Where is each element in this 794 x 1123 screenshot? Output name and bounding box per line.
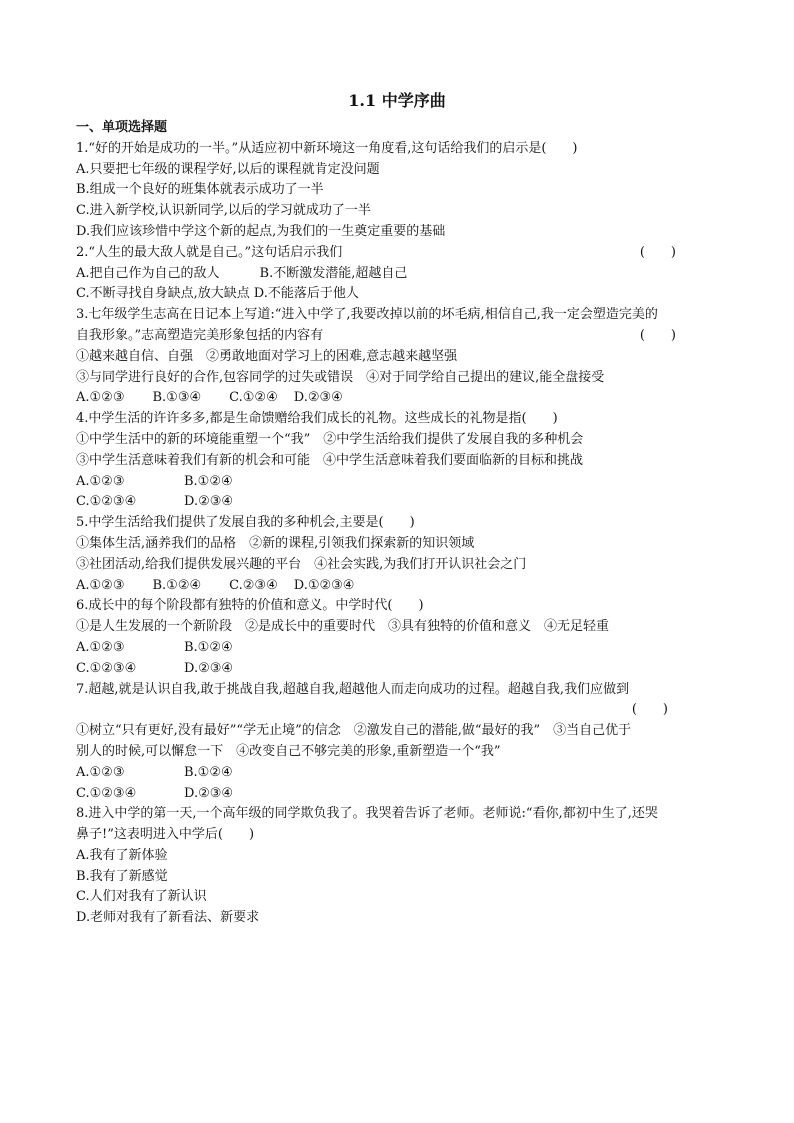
question-7-stem: 7.超越,就是认识自我,敢于挑战自我,超越自我,超越他人而走向成功的过程。超越自我,我们应做到: [76, 681, 630, 697]
question-2-answer-bracket: ( ): [639, 244, 676, 260]
question-3: [76, 305, 724, 409]
question-4: [76, 409, 724, 513]
question-5-option-a: A.①②③: [76, 577, 125, 593]
question-2: [76, 243, 724, 305]
question-5-option-c: C.②③④: [229, 577, 278, 593]
question-5-option-b: B.①②④: [152, 577, 202, 593]
question-4-option-a: A.①②③: [76, 473, 125, 489]
question-6-statement-1: ①是人生发展的一个新阶段 ②是成长中的重要时代 ③具有独特的价值和意义 ④无足轻重: [76, 619, 610, 635]
question-3-statement-2: ③与同学进行良好的合作,包容同学的过失或错误 ④对于同学给自己提出的建议,能全盘接受: [76, 369, 605, 385]
question-7-statement-2: 别人的时候,可以懈怠一下 ④改变自己不够完美的形象,重新塑造一个“我”: [76, 743, 501, 759]
question-5-option-d: D.①②③④: [293, 577, 355, 593]
question-1-stem: 1.“好的开始是成功的一半。”从适应初中新环境这一角度看,这句话给我们的启示是( ): [76, 140, 578, 156]
question-8-stem-1: 8.进入中学的第一天,一个高年级的同学欺负我了。我哭着告诉了老师。老师说:“看你,都初中生了,还哭: [76, 806, 658, 822]
question-3-options: [76, 388, 724, 409]
question-4-stem: 4.中学生活的许许多多,都是生命馈赠给我们成长的礼物。这些成长的礼物是指( ): [76, 411, 558, 427]
question-5-options: [76, 576, 724, 597]
question-3-stem-2: 自我形象。”志高塑造完美形象包括的内容有: [76, 327, 324, 343]
question-5: [76, 513, 724, 596]
question-8-option-a: A.我有了新体验: [76, 847, 168, 863]
question-8-option-d: D.老师对我有了新看法、新要求: [76, 910, 260, 926]
question-2-options-ab: [76, 264, 724, 285]
question-6-option-c: C.①②③④: [76, 660, 137, 676]
question-1-option-c: C.进入新学校,认识新同学,以后的学习就成功了一半: [76, 203, 371, 219]
question-7-statement-1: ①树立“只有更好,没有最好”“学无止境”的信念 ②激发自己的潜能,做“最好的我” ③当自己优于: [76, 723, 632, 739]
question-8: [76, 804, 724, 929]
question-5-stem: 5.中学生活给我们提供了发展自我的多种机会,主要是( ): [76, 515, 415, 531]
question-2-stem-line: [76, 243, 724, 264]
question-4-option-d: D.②③④: [184, 494, 234, 510]
question-4-statement-2: ③中学生活意味着我们有新的机会和可能 ④中学生活意味着我们要面临新的目标和挑战: [76, 452, 584, 468]
document-body: [76, 118, 724, 929]
question-1: [76, 139, 724, 243]
question-6-options-cd: [76, 659, 724, 680]
question-4-statement-1: ①中学生活中的新的环境能重塑一个“我” ②中学生活给我们提供了发展自我的多种机会: [76, 431, 584, 447]
question-6-options-ab: [76, 638, 724, 659]
question-8-option-b: B.我有了新感觉: [76, 868, 168, 884]
question-2-option-b: B.不断激发潜能,超越自己: [259, 265, 408, 281]
question-7-option-b: B.①②④: [184, 764, 233, 780]
question-3-option-d: D.②③④: [293, 390, 343, 406]
section-heading: 一、单项选择题: [76, 120, 168, 135]
question-7-option-d: D.②③④: [184, 785, 234, 801]
question-8-option-c: C.人们对我有了新认识: [76, 889, 207, 905]
question-6-option-a: A.①②③: [76, 639, 125, 655]
question-3-statement-1: ①越来越自信、自强 ②勇敢地面对学习上的困难,意志越来越坚强: [76, 348, 458, 364]
question-3-option-b: B.①③④: [152, 390, 202, 406]
document-title: 1.1 中学序曲: [348, 91, 446, 110]
question-1-option-a: A.只要把七年级的课程学好,以后的课程就肯定没问题: [76, 161, 380, 177]
question-6: [76, 596, 724, 679]
question-2-option-a: A.把自己作为自己的敌人: [76, 265, 220, 281]
question-3-answer-bracket: ( ): [639, 327, 676, 343]
question-3-option-a: A.①②③: [76, 390, 125, 406]
question-1-option-d: D.我们应该珍惜中学这个新的起点,为我们的一生奠定重要的基础: [76, 223, 446, 239]
question-7-option-c: C.①②③④: [76, 785, 137, 801]
question-6-option-b: B.①②④: [184, 639, 233, 655]
question-5-statement-2: ③社团活动,给我们提供发展兴趣的平台 ④社会实践,为我们打开认识社会之门: [76, 556, 527, 572]
question-7-options-ab: [76, 763, 724, 784]
question-5-statement-1: ①集体生活,涵养我们的品格 ②新的课程,引领我们探索新的知识领域: [76, 535, 475, 551]
question-4-option-b: B.①②④: [184, 473, 233, 489]
question-4-options-ab: [76, 472, 724, 493]
question-6-option-d: D.②③④: [184, 660, 234, 676]
question-4-options-cd: [76, 492, 724, 513]
question-3-stem-1: 3.七年级学生志高在日记本上写道:“进入中学了,我要改掉以前的坏毛病,相信自己,我一定会塑造完美的: [76, 307, 658, 323]
question-7: [76, 680, 724, 805]
question-2-stem: 2.“人生的最大敌人就是自己。”这句话启示我们: [76, 244, 343, 260]
question-2-option-c: C.不断寻找自身缺点,放大缺点: [76, 286, 250, 302]
question-8-stem-2: 鼻子!”这表明进入中学后( ): [76, 827, 255, 843]
question-2-options-cd: [76, 284, 724, 305]
question-1-option-b: B.组成一个良好的班集体就表示成功了一半: [76, 182, 324, 198]
question-7-options-cd: [76, 784, 724, 805]
question-7-option-a: A.①②③: [76, 764, 125, 780]
question-3-stem-line-2: [76, 326, 724, 347]
question-3-option-c: C.①②④: [229, 390, 278, 406]
question-4-option-c: C.①②③④: [76, 494, 137, 510]
question-6-stem: 6.成长中的每个阶段都有独特的价值和意义。中学时代( ): [76, 598, 424, 614]
question-2-option-d: D.不能落后于他人: [253, 286, 359, 302]
question-7-answer-bracket: ( ): [631, 702, 668, 718]
